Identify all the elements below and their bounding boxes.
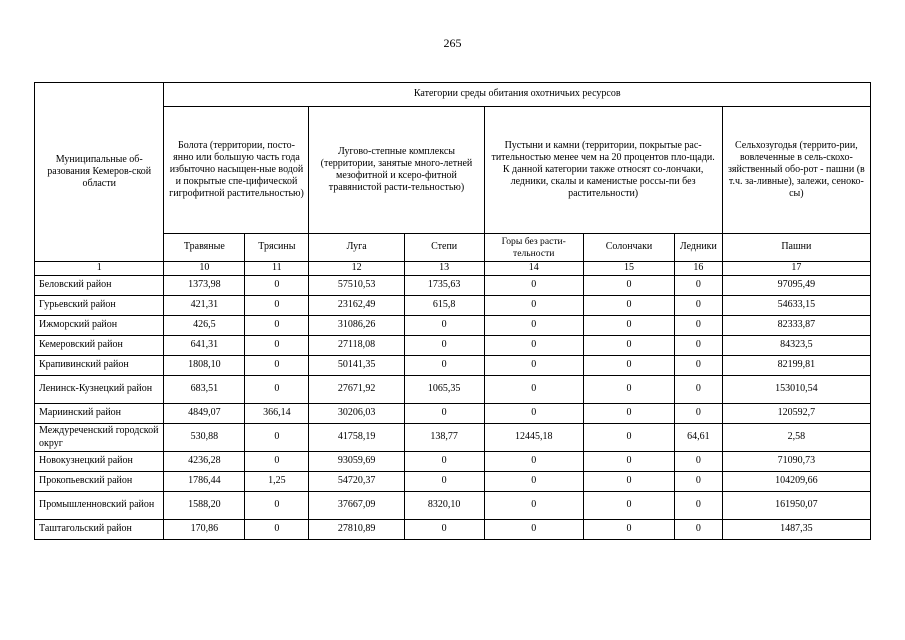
- value-cell: 0: [583, 492, 674, 520]
- header-group-swamps: Болота (территории, посто-янно или большую часть года избыточно насыщен-ные водой и покрытые спе-цифической гигрофитной растительностью): [164, 107, 309, 234]
- value-cell: 0: [245, 316, 309, 336]
- value-cell: 170,86: [164, 520, 245, 540]
- value-cell: 1735,63: [404, 276, 484, 296]
- value-cell: 4849,07: [164, 404, 245, 424]
- value-cell: 0: [675, 472, 723, 492]
- value-cell: 0: [484, 520, 583, 540]
- table-row: [35, 520, 871, 540]
- column-number: 1: [35, 262, 164, 276]
- value-cell: 530,88: [164, 424, 245, 452]
- subheader-meadows: Луга: [309, 234, 404, 262]
- header-categories-title: Категории среды обитания охотничьих ресурсов: [164, 83, 871, 107]
- value-cell: 0: [484, 472, 583, 492]
- municipality-cell: Новокузнецкий район: [35, 452, 164, 472]
- value-cell: 0: [484, 376, 583, 404]
- table-row: [35, 404, 871, 424]
- table-row: [35, 276, 871, 296]
- value-cell: 82333,87: [722, 316, 870, 336]
- value-cell: 1373,98: [164, 276, 245, 296]
- value-cell: 0: [675, 452, 723, 472]
- value-cell: 0: [245, 376, 309, 404]
- value-cell: 0: [583, 296, 674, 316]
- value-cell: 1786,44: [164, 472, 245, 492]
- municipality-cell: Промышленновский район: [35, 492, 164, 520]
- value-cell: 0: [583, 316, 674, 336]
- value-cell: 0: [484, 492, 583, 520]
- value-cell: 1588,20: [164, 492, 245, 520]
- table-row: [35, 316, 871, 336]
- value-cell: 12445,18: [484, 424, 583, 452]
- value-cell: 0: [675, 404, 723, 424]
- value-cell: 120592,7: [722, 404, 870, 424]
- column-number: 17: [722, 262, 870, 276]
- value-cell: 57510,53: [309, 276, 404, 296]
- value-cell: 1487,35: [722, 520, 870, 540]
- value-cell: 0: [484, 336, 583, 356]
- header-group-meadow-steppe: Лугово-степные комплексы (территории, занятые много-летней мезофитной и ксеро-фитной травянистой расти-тельностью): [309, 107, 484, 234]
- municipality-cell: Ижморский район: [35, 316, 164, 336]
- municipality-cell: Прокопьевский район: [35, 472, 164, 492]
- value-cell: 426,5: [164, 316, 245, 336]
- header-group-farmland: Сельхозугодья (террито-рии, вовлеченные в сель-скохо-зяйственный обо-рот - пашни (в т.ч. за-ливные), залежи, сеноко-сы): [722, 107, 870, 234]
- value-cell: 366,14: [245, 404, 309, 424]
- value-cell: 0: [583, 404, 674, 424]
- value-cell: 0: [675, 296, 723, 316]
- value-cell: 0: [404, 316, 484, 336]
- municipality-cell: Беловский район: [35, 276, 164, 296]
- value-cell: 0: [675, 376, 723, 404]
- value-cell: 615,8: [404, 296, 484, 316]
- subheader-salt-marshes: Солончаки: [583, 234, 674, 262]
- municipality-cell: Гурьевский район: [35, 296, 164, 316]
- value-cell: 8320,10: [404, 492, 484, 520]
- value-cell: 641,31: [164, 336, 245, 356]
- value-cell: 1065,35: [404, 376, 484, 404]
- value-cell: 0: [245, 296, 309, 316]
- subheader-quagmire: Трясины: [245, 234, 309, 262]
- value-cell: 0: [484, 296, 583, 316]
- value-cell: 1,25: [245, 472, 309, 492]
- municipality-cell: Ленинск-Кузнецкий район: [35, 376, 164, 404]
- value-cell: 27810,89: [309, 520, 404, 540]
- value-cell: 27671,92: [309, 376, 404, 404]
- value-cell: 0: [675, 336, 723, 356]
- value-cell: 138,77: [404, 424, 484, 452]
- municipality-cell: Мариинский район: [35, 404, 164, 424]
- value-cell: 421,31: [164, 296, 245, 316]
- value-cell: 0: [484, 452, 583, 472]
- column-number: 12: [309, 262, 404, 276]
- table-row: [35, 356, 871, 376]
- value-cell: 0: [675, 492, 723, 520]
- column-number: 10: [164, 262, 245, 276]
- table-row: [35, 336, 871, 356]
- value-cell: 54720,37: [309, 472, 404, 492]
- value-cell: 0: [583, 520, 674, 540]
- value-cell: 0: [675, 356, 723, 376]
- value-cell: 0: [675, 276, 723, 296]
- table-row: [35, 296, 871, 316]
- value-cell: 161950,07: [722, 492, 870, 520]
- value-cell: 0: [583, 424, 674, 452]
- value-cell: 31086,26: [309, 316, 404, 336]
- value-cell: 153010,54: [722, 376, 870, 404]
- value-cell: 0: [404, 336, 484, 356]
- header-group-deserts-stones: Пустыни и камни (территории, покрытые рас-тительностью менее чем на 20 процентов пло-щади. К данной категории также относят со-лончаки, ледники, скалы и каменистые россы-пи без растительности): [484, 107, 722, 234]
- page-number: 265: [443, 36, 462, 50]
- value-cell: 0: [583, 452, 674, 472]
- column-number: 15: [583, 262, 674, 276]
- value-cell: 0: [245, 520, 309, 540]
- value-cell: 23162,49: [309, 296, 404, 316]
- habitat-categories-table: [34, 82, 871, 540]
- subheader-steppes: Степи: [404, 234, 484, 262]
- table-row: [35, 452, 871, 472]
- value-cell: 1808,10: [164, 356, 245, 376]
- value-cell: 84323,5: [722, 336, 870, 356]
- value-cell: 64,61: [675, 424, 723, 452]
- column-number: 11: [245, 262, 309, 276]
- value-cell: 0: [675, 316, 723, 336]
- value-cell: 0: [404, 452, 484, 472]
- value-cell: 0: [245, 356, 309, 376]
- value-cell: 41758,19: [309, 424, 404, 452]
- value-cell: 0: [404, 472, 484, 492]
- value-cell: 0: [583, 276, 674, 296]
- subheader-arable-land: Пашни: [722, 234, 870, 262]
- value-cell: 50141,35: [309, 356, 404, 376]
- value-cell: 0: [404, 356, 484, 376]
- value-cell: 0: [583, 356, 674, 376]
- value-cell: 0: [404, 520, 484, 540]
- header-municipality: Муниципальные об-разования Кемеров-ской области: [35, 83, 164, 262]
- column-number: 13: [404, 262, 484, 276]
- value-cell: 54633,15: [722, 296, 870, 316]
- table-row: [35, 376, 871, 404]
- value-cell: 0: [245, 276, 309, 296]
- value-cell: 0: [484, 404, 583, 424]
- value-cell: 0: [245, 336, 309, 356]
- column-number: 16: [675, 262, 723, 276]
- municipality-cell: Междуреченский городской округ: [35, 424, 164, 452]
- value-cell: 82199,81: [722, 356, 870, 376]
- municipality-cell: Крапивинский район: [35, 356, 164, 376]
- value-cell: 0: [404, 404, 484, 424]
- value-cell: 0: [484, 276, 583, 296]
- subheader-grassy: Травяные: [164, 234, 245, 262]
- value-cell: 104209,66: [722, 472, 870, 492]
- subheader-barren-mountains: Горы без расти-тельности: [484, 234, 583, 262]
- value-cell: 97095,49: [722, 276, 870, 296]
- column-number: 14: [484, 262, 583, 276]
- value-cell: 0: [245, 452, 309, 472]
- value-cell: 0: [583, 336, 674, 356]
- municipality-cell: Таштагольский район: [35, 520, 164, 540]
- value-cell: 2,58: [722, 424, 870, 452]
- value-cell: 683,51: [164, 376, 245, 404]
- value-cell: 71090,73: [722, 452, 870, 472]
- value-cell: 30206,03: [309, 404, 404, 424]
- value-cell: 0: [583, 472, 674, 492]
- value-cell: 0: [484, 356, 583, 376]
- value-cell: 93059,69: [309, 452, 404, 472]
- table-row: [35, 472, 871, 492]
- municipality-cell: Кемеровский район: [35, 336, 164, 356]
- value-cell: 0: [583, 376, 674, 404]
- value-cell: 0: [484, 316, 583, 336]
- subheader-glaciers: Ледники: [675, 234, 723, 262]
- value-cell: 37667,09: [309, 492, 404, 520]
- table-row: [35, 492, 871, 520]
- value-cell: 0: [245, 492, 309, 520]
- value-cell: 27118,08: [309, 336, 404, 356]
- table-row: [35, 424, 871, 452]
- value-cell: 0: [675, 520, 723, 540]
- value-cell: 0: [245, 424, 309, 452]
- value-cell: 4236,28: [164, 452, 245, 472]
